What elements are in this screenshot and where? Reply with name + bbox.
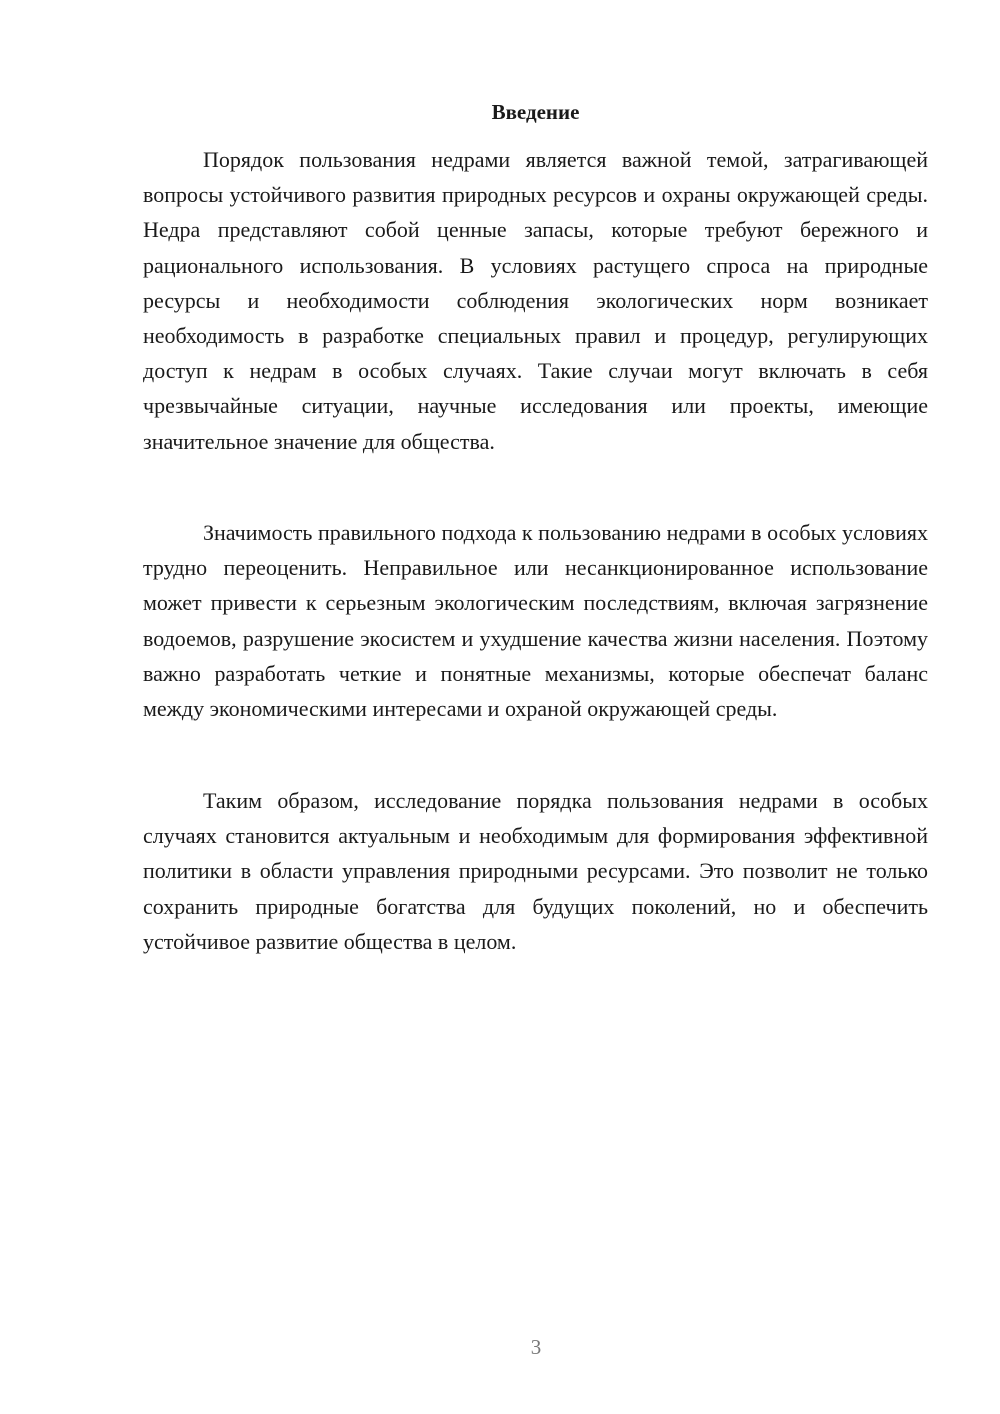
page-number: 3 [530, 1335, 542, 1359]
paragraph-2: Значимость правильного подхода к пользованию недрами в особых условиях трудно переоценить. Неправильное или несанкционированное использование может привести к серьезным экологическим последствиям, включая загрязнение водоемов, разрушение экосистем и ухудшение качества жизни населения. Поэтому важно разработать четкие и понятные механизмы, которые обеспечат баланс между экономическими интересами и охраной окружающей среды. [143, 520, 928, 722]
paragraph-3: Таким образом, исследование порядка пользования недрами в особых случаях становится актуальным и необходимым для формирования эффективной политики в области управления природными ресурсами. Это позволит не только сохранить природные богатства для будущих поколений, но и обеспечить устойчивое развитие общества в целом. [143, 788, 928, 954]
section-heading: Введение [491, 100, 580, 124]
paragraph-1: Порядок пользования недрами является важной темой, затрагивающей вопросы устойчивого развития природных ресурсов и охраны окружающей среды. Недра представляют собой ценные запасы, которые требуют бережного и рационального использования. В условиях растущего спроса на природные ресурсы и необходимости соблюдения экологических норм возникает необходимость в разработке специальных правил и процедур, регулирующих доступ к недрам в особых случаях. Такие случаи могут включать в себя чрезвычайные ситуации, научные исследования или проекты, имеющие значительное значение для общества. [143, 147, 928, 454]
